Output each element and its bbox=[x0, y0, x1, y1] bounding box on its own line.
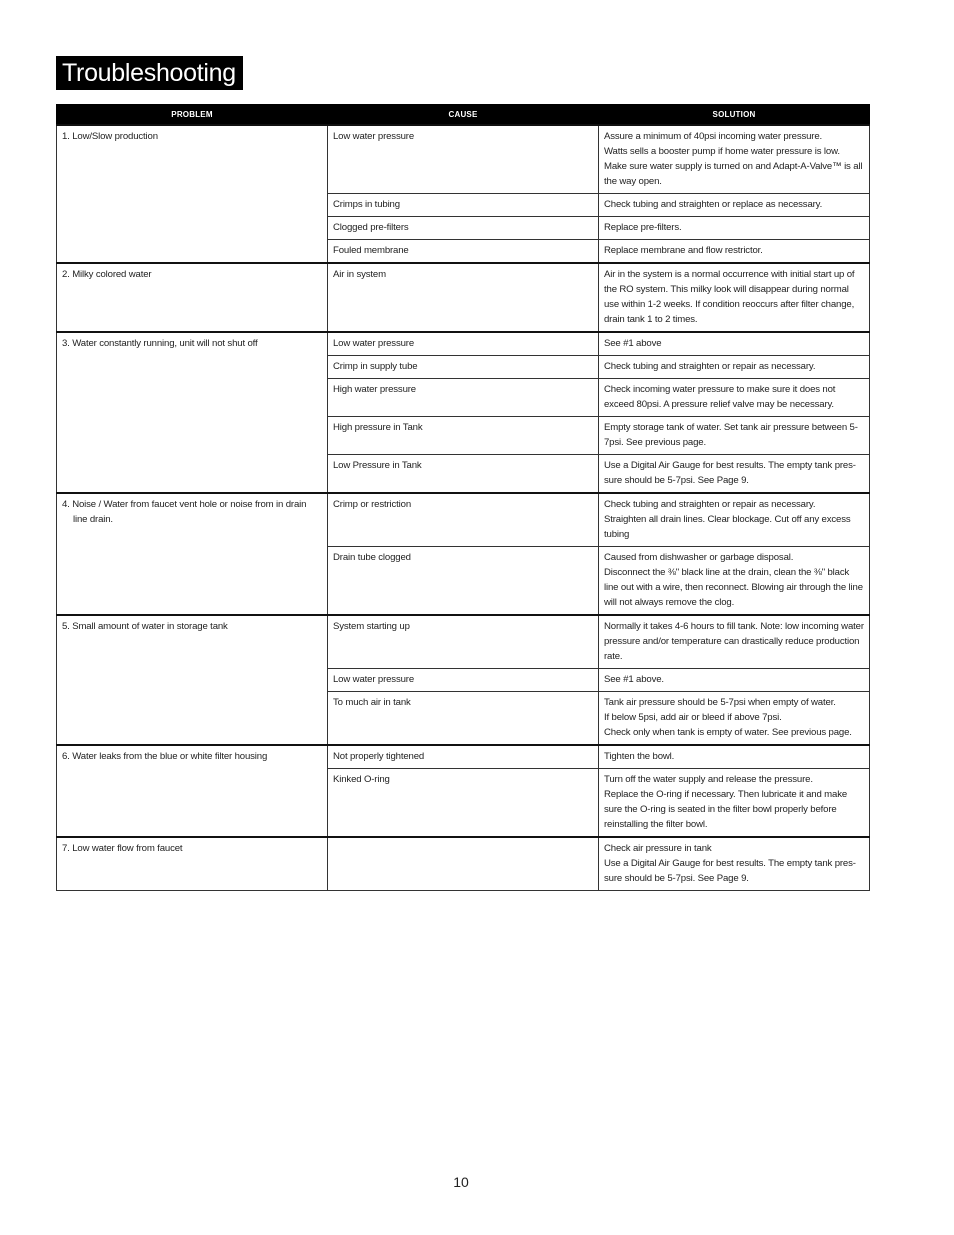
cause-cell: High pressure in Tank bbox=[328, 417, 599, 455]
solution-cell bbox=[599, 356, 870, 379]
cause-cell: Low water pressure bbox=[328, 669, 599, 692]
solution-cell bbox=[599, 669, 870, 692]
solution-cell bbox=[599, 217, 870, 240]
problem-cell bbox=[57, 125, 328, 263]
cause-cell: Air in system bbox=[328, 263, 599, 332]
solution-line: Use a Digital Air Gauge for best results. The empty tank pres-sure should be 5-7psi. See Page 9. bbox=[604, 460, 856, 486]
solution-line: Check tubing and straighten or repair as necessary. bbox=[604, 361, 816, 372]
solution-cell bbox=[599, 263, 870, 332]
problem-text: 2. Milky colored water bbox=[62, 269, 152, 280]
solution-cell bbox=[599, 692, 870, 746]
table-row bbox=[57, 332, 870, 356]
table-body bbox=[57, 125, 870, 891]
problem-cell bbox=[57, 615, 328, 745]
table-row bbox=[57, 837, 870, 891]
cause-cell: Crimp or restriction bbox=[328, 493, 599, 547]
solution-line: Check tubing and straighten or repair as necessary. bbox=[604, 499, 816, 510]
cause-cell: Crimp in supply tube bbox=[328, 356, 599, 379]
problem-text: 3. Water constantly running, unit will not shut off bbox=[62, 338, 258, 349]
solution-cell bbox=[599, 769, 870, 838]
table-row bbox=[57, 125, 870, 194]
troubleshooting-table bbox=[56, 104, 870, 891]
solution-line: Tighten the bowl. bbox=[604, 751, 675, 762]
solution-line: Air in the system is a normal occurrence with initial start up of the RO system. This milky look will disappear during normal use within 1-2 weeks. If condition reoccurs after filter change, drain tank 1 to 2 times. bbox=[604, 269, 855, 325]
cause-cell: Low water pressure bbox=[328, 332, 599, 356]
table-row bbox=[57, 745, 870, 769]
solution-cell bbox=[599, 417, 870, 455]
table-row bbox=[57, 263, 870, 332]
solution-line: Use a Digital Air Gauge for best results. The empty tank pres-sure should be 5-7psi. See Page 9. bbox=[604, 858, 856, 884]
solution-line: Turn off the water supply and release the pressure. bbox=[604, 774, 813, 785]
problem-cell bbox=[57, 493, 328, 615]
solution-line: Empty storage tank of water. Set tank air pressure between 5-7psi. See previous page. bbox=[604, 422, 858, 448]
page-number: 10 bbox=[453, 1174, 469, 1190]
cause-cell bbox=[328, 837, 599, 891]
solution-line: Tank air pressure should be 5-7psi when empty of water. bbox=[604, 697, 836, 708]
cause-cell: Kinked O-ring bbox=[328, 769, 599, 838]
solution-line: Straighten all drain lines. Clear blockage. Cut off any excess tubing bbox=[604, 514, 851, 540]
cause-cell: Not properly tightened bbox=[328, 745, 599, 769]
solution-line: Check only when tank is empty of water. See previous page. bbox=[604, 727, 852, 738]
solution-cell bbox=[599, 125, 870, 194]
solution-cell bbox=[599, 615, 870, 669]
solution-cell bbox=[599, 379, 870, 417]
solution-line: Check tubing and straighten or replace as necessary. bbox=[604, 199, 823, 210]
solution-line: Caused from dishwasher or garbage disposal. bbox=[604, 552, 794, 563]
cause-cell: To much air in tank bbox=[328, 692, 599, 746]
header-cause: CAUSE bbox=[328, 105, 599, 126]
solution-cell bbox=[599, 455, 870, 494]
solution-cell bbox=[599, 493, 870, 547]
problem-text: 7. Low water flow from faucet bbox=[62, 843, 183, 854]
table-row bbox=[57, 493, 870, 547]
cause-cell: Fouled membrane bbox=[328, 240, 599, 264]
solution-line: Replace pre-filters. bbox=[604, 222, 682, 233]
problem-text: 1. Low/Slow production bbox=[62, 131, 158, 142]
cause-cell: System starting up bbox=[328, 615, 599, 669]
solution-line: Replace membrane and flow restrictor. bbox=[604, 245, 763, 256]
solution-line: See #1 above bbox=[604, 338, 662, 349]
problem-cell bbox=[57, 837, 328, 891]
solution-line: Make sure water supply is turned on and Adapt-A-Valve™ is all the way open. bbox=[604, 161, 863, 187]
cause-cell: High water pressure bbox=[328, 379, 599, 417]
page-title: Troubleshooting bbox=[56, 56, 243, 90]
solution-line: Check incoming water pressure to make sure it does not exceed 80psi. A pressure relief valve may be necessary. bbox=[604, 384, 836, 410]
solution-line: Disconnect the ⅜" black line at the drain, clean the ⅜" black line out with a wire, then reconnect. Blowing air through the line will not always remove the clog. bbox=[604, 567, 863, 608]
solution-cell bbox=[599, 837, 870, 891]
cause-cell: Low Pressure in Tank bbox=[328, 455, 599, 494]
problem-cell bbox=[57, 332, 328, 493]
table-header-row bbox=[57, 105, 870, 126]
solution-line: Watts sells a booster pump if home water pressure is low. bbox=[604, 146, 840, 157]
header-problem: PROBLEM bbox=[57, 105, 328, 126]
solution-line: Normally it takes 4-6 hours to fill tank. Note: low incoming water pressure and/or temperature can drastically reduce production rate. bbox=[604, 621, 864, 662]
solution-cell bbox=[599, 240, 870, 264]
solution-line: Check air pressure in tank bbox=[604, 843, 712, 854]
header-solution: SOLUTION bbox=[599, 105, 870, 126]
solution-cell bbox=[599, 547, 870, 616]
solution-cell bbox=[599, 332, 870, 356]
solution-line: See #1 above. bbox=[604, 674, 664, 685]
cause-cell: Drain tube clogged bbox=[328, 547, 599, 616]
cause-cell: Clogged pre-filters bbox=[328, 217, 599, 240]
problem-text: 6. Water leaks from the blue or white filter housing bbox=[62, 751, 268, 762]
problem-text: 5. Small amount of water in storage tank bbox=[62, 621, 228, 632]
cause-cell: Crimps in tubing bbox=[328, 194, 599, 217]
solution-line: If below 5psi, add air or bleed if above 7psi. bbox=[604, 712, 782, 723]
problem-text: 4. Noise / Water from faucet vent hole or noise from in drain line drain. bbox=[62, 499, 307, 525]
table-row bbox=[57, 615, 870, 669]
solution-line: Replace the O-ring if necessary. Then lubricate it and make sure the O-ring is seated in the filter bowl properly before reinstalling the filter bowl. bbox=[604, 789, 848, 830]
cause-cell: Low water pressure bbox=[328, 125, 599, 194]
solution-cell bbox=[599, 194, 870, 217]
solution-line: Assure a minimum of 40psi incoming water pressure. bbox=[604, 131, 823, 142]
problem-cell bbox=[57, 263, 328, 332]
solution-cell bbox=[599, 745, 870, 769]
problem-cell bbox=[57, 745, 328, 837]
